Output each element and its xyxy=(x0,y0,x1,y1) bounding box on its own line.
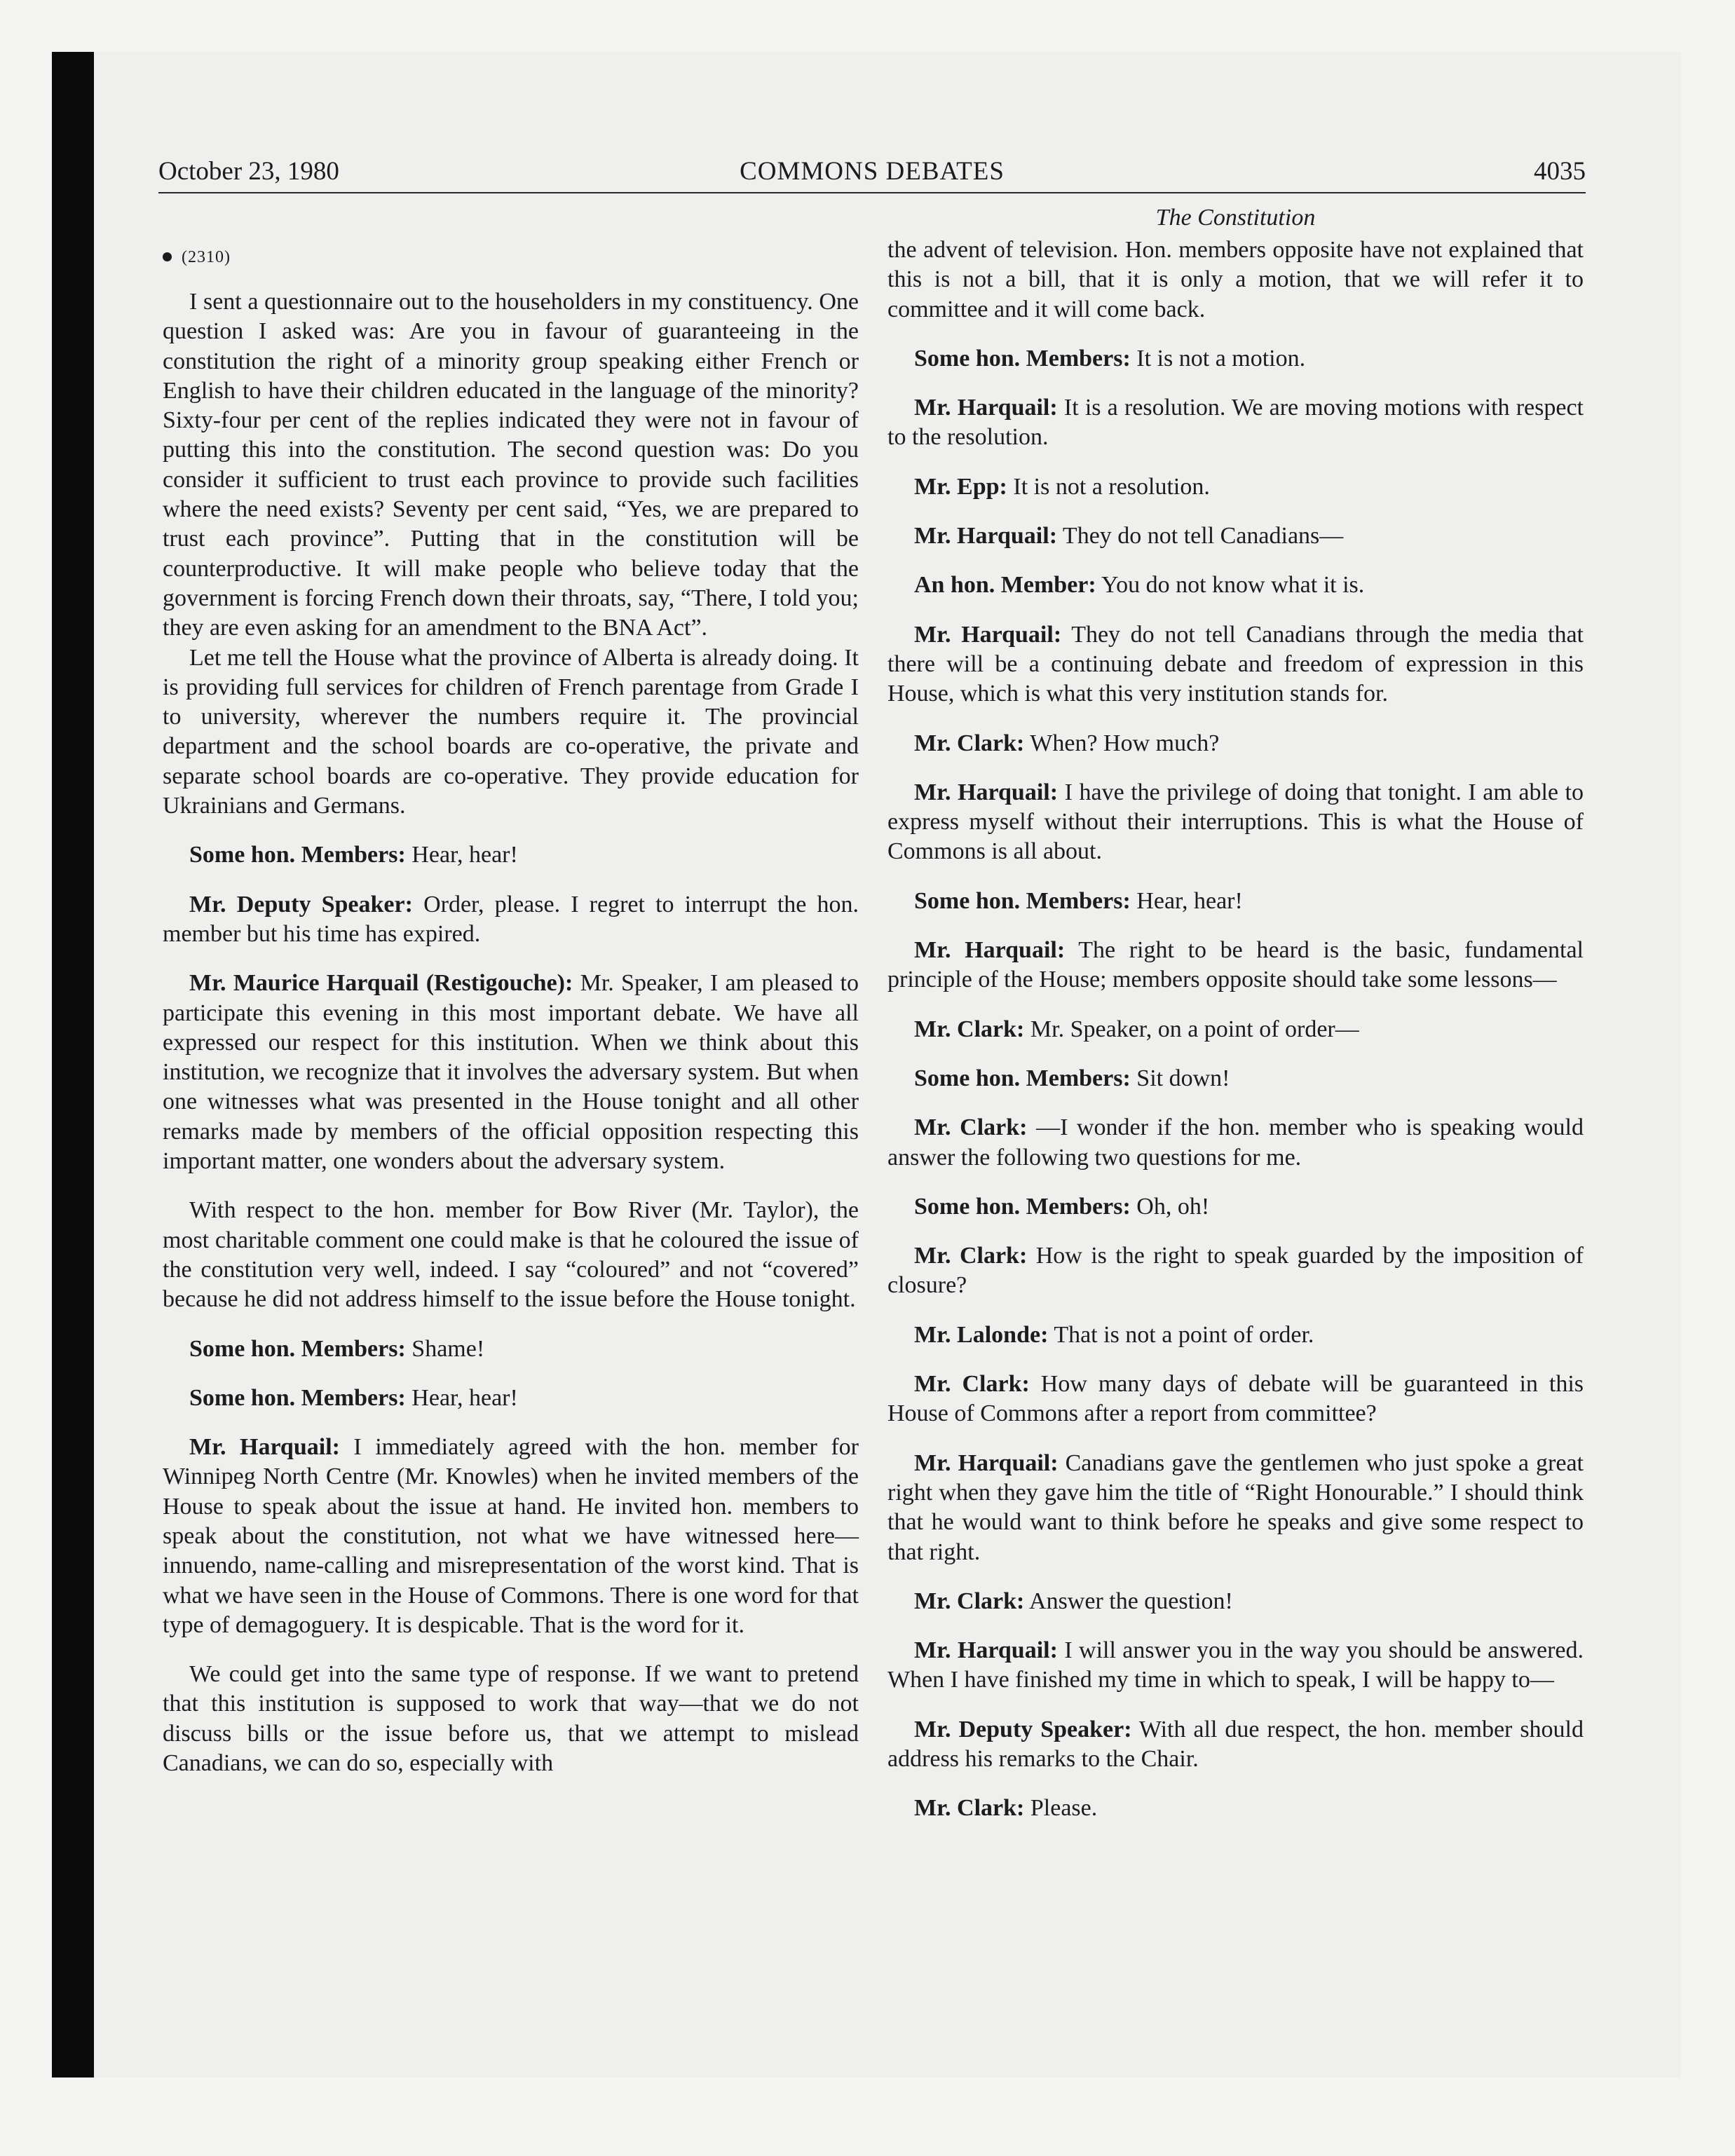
paragraph xyxy=(887,1370,1584,1429)
right-column xyxy=(887,203,1584,1824)
speech-text: How many days of debate will be guaranteed in this House of Commons after a report from committee? xyxy=(887,1371,1584,1427)
speaker-name: Mr. Harquail: xyxy=(914,779,1059,805)
speaker-name: Mr. Harquail: xyxy=(914,523,1058,550)
speaker-name: Some hon. Members: xyxy=(189,1384,406,1411)
speech-text: Order, please. I regret to interrupt the hon. member but his time has expired. xyxy=(163,891,859,947)
speaker-name: Some hon. Members: xyxy=(914,1065,1131,1091)
paragraph xyxy=(887,236,1584,325)
speech-text: I immediately agreed with the hon. member for Winnipeg North Centre (Mr. Knowles) when he invited members of the House to speak about the issue at hand. He invited hon. members to speak about the constitution, not what we have witnessed here—innuendo, name-calling and misrepresentation of the worst kind. That is what we have seen in the House of Commons. There is one word for that type of demagoguery. It is despicable. That is the word for it. xyxy=(163,1434,859,1638)
speaker-name: Mr. Harquail: xyxy=(914,395,1058,421)
header-date: October 23, 1980 xyxy=(158,157,339,186)
speaker-name: Some hon. Members: xyxy=(914,887,1131,914)
speech-text: You do not know what it is. xyxy=(1101,572,1365,599)
time-marker-text: (2310) xyxy=(182,248,231,266)
paragraph xyxy=(163,1433,859,1640)
paragraph xyxy=(163,643,859,821)
paragraph xyxy=(163,840,859,870)
paragraph xyxy=(887,729,1584,758)
scan-binding-edge xyxy=(52,52,94,2077)
speech-text: Shame! xyxy=(411,1335,485,1362)
paragraph xyxy=(163,287,859,643)
page-header xyxy=(158,153,1586,193)
speech-text: I will answer you in the way you should be answered. When I have finished my time in which to speak, I will be happy to— xyxy=(887,1637,1584,1693)
speaker-name: Some hon. Members: xyxy=(189,1335,406,1362)
paragraph xyxy=(887,472,1584,502)
speech-text: With all due respect, the hon. member should address his remarks to the Chair. xyxy=(887,1716,1584,1772)
page-number: 4035 xyxy=(1534,157,1586,186)
speech-text: Canadians gave the gentlemen who just spoke a great right when they gave him the title of “Right Honourable.” I should think that he would want to think before he speaks and give some respect to that right. xyxy=(887,1449,1584,1565)
time-marker xyxy=(163,243,859,272)
speaker-name: Mr. Clark: xyxy=(914,1795,1025,1822)
speech-text: How is the right to speak guarded by the imposition of closure? xyxy=(887,1243,1584,1299)
paragraph xyxy=(887,1241,1584,1301)
paragraph xyxy=(887,1192,1584,1222)
paragraph xyxy=(887,887,1584,916)
paragraph xyxy=(887,393,1584,453)
speaker-name: An hon. Member: xyxy=(914,572,1096,599)
speech-text: That is not a point of order. xyxy=(1054,1321,1314,1348)
speech-text: With respect to the hon. member for Bow River (Mr. Taylor), the most charitable comment one could make is that he coloured the issue of the constitution very well, indeed. I say “coloured” and not “covered” because he did not address himself to the issue before the House tonight. xyxy=(163,1197,859,1313)
speaker-name: Mr. Deputy Speaker: xyxy=(189,891,413,917)
speech-text: Let me tell the House what the province of Alberta is already doing. It is providing full services for children of French parentage from Grade I to university, wherever the numbers require it. The provincial department and the school boards are co-operative, the private and separate school boards are co-operative. They provide education for Ukrainians and Germans. xyxy=(163,644,859,819)
paragraph xyxy=(887,344,1584,374)
speech-text: We could get into the same type of response. If we want to pretend that this institution is supposed to work that way—that we do not discuss bills or the issue before us, that we attempt to mislead Canadians, we can do so, especially with xyxy=(163,1661,859,1777)
paragraph xyxy=(163,890,859,950)
paragraph xyxy=(887,1715,1584,1775)
speaker-name: Mr. Lalonde: xyxy=(914,1321,1049,1348)
paragraph xyxy=(887,571,1584,600)
left-column xyxy=(163,243,859,1778)
paragraph xyxy=(163,1660,859,1778)
paragraph xyxy=(163,1335,859,1364)
speaker-name: Mr. Harquail: xyxy=(914,1449,1059,1476)
speech-text: Hear, hear! xyxy=(411,1384,518,1411)
speech-text: It is not a motion. xyxy=(1136,345,1306,371)
speech-text: The right to be heard is the basic, fundamental principle of the House; members opposite should take some lessons— xyxy=(887,937,1584,993)
paragraph xyxy=(887,1636,1584,1696)
speech-text: Answer the question! xyxy=(1029,1588,1233,1614)
paragraph xyxy=(887,1113,1584,1173)
header-title: COMMONS DEBATES xyxy=(740,157,1005,186)
speech-text: Hear, hear! xyxy=(1136,887,1243,914)
speaker-name: Mr. Harquail: xyxy=(189,1434,340,1461)
speaker-name: Mr. Clark: xyxy=(914,1243,1028,1269)
speech-text: the advent of television. Hon. members opposite have not explained that this is not a bill, that it is only a motion, that we will refer it to committee and it will come back. xyxy=(887,237,1584,322)
speaker-name: Mr. Clark: xyxy=(914,1016,1025,1042)
paragraph xyxy=(887,1587,1584,1616)
speech-text: Hear, hear! xyxy=(411,842,518,868)
speaker-name: Mr. Maurice Harquail (Restigouche): xyxy=(189,970,573,997)
speaker-name: Mr. Harquail: xyxy=(914,621,1062,648)
paragraph xyxy=(163,1196,859,1314)
speech-text: Please. xyxy=(1030,1795,1098,1822)
bullet-icon xyxy=(163,252,172,261)
paragraph xyxy=(163,1384,859,1413)
paragraph xyxy=(887,521,1584,551)
speech-text: They do not tell Canadians— xyxy=(1062,523,1344,550)
speech-text: Mr. Speaker, on a point of order— xyxy=(1030,1016,1359,1042)
speech-text: It is a resolution. We are moving motions with respect to the resolution. xyxy=(887,395,1584,451)
speech-text: Oh, oh! xyxy=(1136,1193,1210,1220)
speech-text: When? How much? xyxy=(1030,730,1220,756)
speaker-name: Some hon. Members: xyxy=(914,1193,1131,1220)
paragraph xyxy=(887,1449,1584,1567)
paragraph xyxy=(887,778,1584,867)
paragraph xyxy=(887,1064,1584,1093)
paragraph xyxy=(163,969,859,1176)
speaker-name: Mr. Clark: xyxy=(914,1588,1025,1614)
paragraph xyxy=(887,936,1584,995)
speaker-name: Mr. Deputy Speaker: xyxy=(914,1716,1132,1742)
paragraph xyxy=(887,620,1584,709)
speech-text: Sit down! xyxy=(1136,1065,1230,1091)
speech-text: —I wonder if the hon. member who is speaking would answer the following two questions for me. xyxy=(887,1114,1584,1171)
speaker-name: Mr. Clark: xyxy=(914,730,1025,756)
paragraph xyxy=(887,1794,1584,1823)
speaker-name: Mr. Epp: xyxy=(914,473,1007,500)
speech-text: Mr. Speaker, I am pleased to participate this evening in this most important debate. We have all expressed our respect for this institution. When we think about this institution, we recognize that it involves the adversary system. But when one witnesses what was presented in the House tonight and all other remarks made by members of the official opposition respecting this important matter, one wonders about the adversary system. xyxy=(163,970,859,1175)
speech-text: They do not tell Canadians through the media that there will be a continuing debate and freedom of expression in this House, which is what this very institution stands for. xyxy=(887,621,1584,707)
paragraph xyxy=(887,1321,1584,1350)
speaker-name: Mr. Clark: xyxy=(914,1114,1028,1141)
speaker-name: Some hon. Members: xyxy=(914,345,1131,371)
speaker-name: Mr. Harquail: xyxy=(914,937,1066,964)
speech-text: I sent a questionnaire out to the householders in my constituency. One question I asked was: Are you in favour of guaranteeing in the constitution the right of a minority group speaking either French or English to have their children educated in the language of the minority? Sixty-four per cent of the replies indicated they were not in favour of putting this into the constitution. The second question was: Do you consider it sufficient to trust each province to provide such facilities where the need exists? Seventy per cent said, “Yes, we are prepared to trust each province”. Putting that in the constitution will be counterproductive. It will make people who believe today that the government is forcing French down their throats, say, “There, I told you; they are even asking for an amendment to the BNA Act”. xyxy=(163,289,859,641)
speaker-name: Mr. Clark: xyxy=(914,1371,1030,1398)
speaker-name: Mr. Harquail: xyxy=(914,1637,1058,1664)
paragraph xyxy=(887,1015,1584,1044)
speech-text: I have the privilege of doing that tonight. I am able to express myself without their interruptions. This is what the House of Commons is all about. xyxy=(887,779,1584,865)
speech-text: It is not a resolution. xyxy=(1013,473,1210,500)
speaker-name: Some hon. Members: xyxy=(189,842,406,868)
running-head: The Constitution xyxy=(1155,205,1316,231)
